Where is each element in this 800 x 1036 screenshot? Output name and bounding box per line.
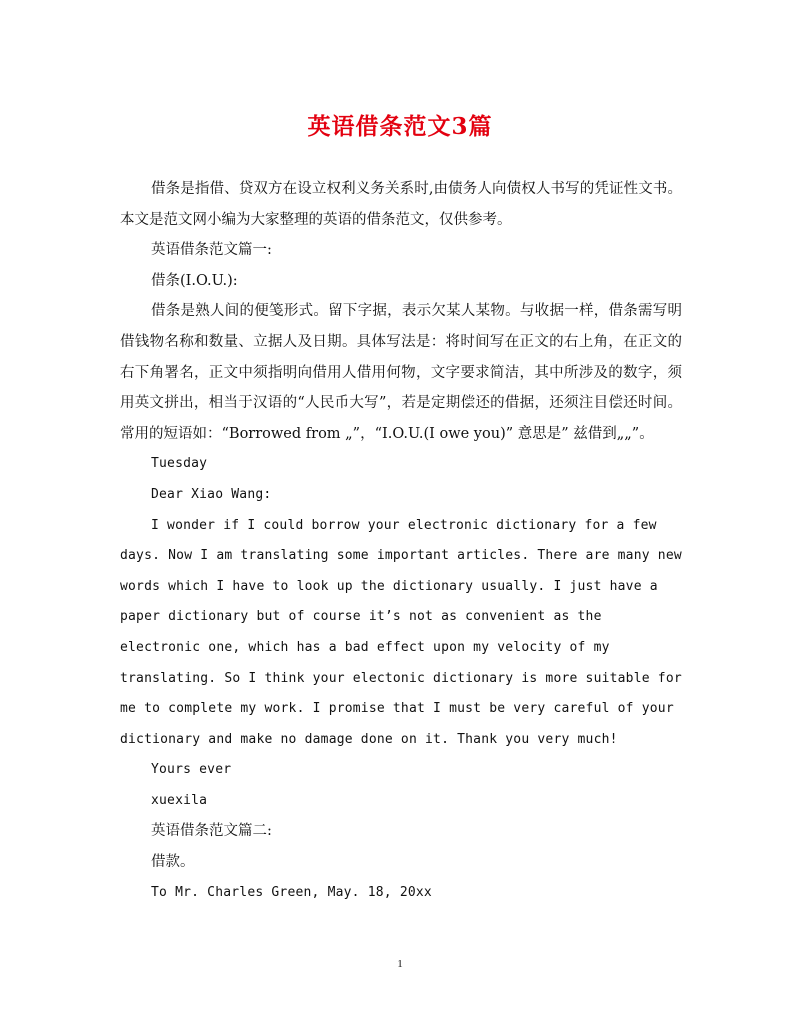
iou-heading: 借条(I.O.U.):: [151, 272, 238, 289]
letter-body: I wonder if I could borrow your electronic dictionary for a few days. Now I am translating some important articles. There are many new words which I have to look up the dictionary usually. I just have a paper dictionary but of course it’s not as convenient as the electronic one, which has a bad effect upon my velocity of my translating. So I think your electonic dictionary is more suitable for me to complete my work. I promise that I must be very careful of your dictionary and make no damage done on it. Thank you very much!: [120, 517, 682, 747]
document-body: [120, 174, 682, 908]
page-number: 1: [397, 958, 403, 970]
section-heading-2: 英语借条范文篇二:: [151, 823, 272, 840]
section-heading-1: 英语借条范文篇一:: [151, 242, 272, 259]
letter-closing: Yours ever: [151, 762, 232, 778]
document-title: 英语借条范文3篇: [307, 113, 493, 140]
letter-salutation: Dear Xiao Wang:: [151, 486, 272, 502]
iou-explanation-paragraph: 借条是熟人间的便笺形式。留下字据，表示欠某人某物。与收据一样，借条需写明借钱物名称和数量、立据人及日期。具体写法是：将时间写在正文的右上角，在正文的右下角署名，正文中须指明向借用人借用何物，文字要求简洁，其中所涉及的数字，须用英文拼出，相当于汉语的“人民币大写”，若是定期偿还的借据，还须注目偿还时间。常用的短语如：“Borrowed from „”，“I.O.U.(I owe you)” 意思是” 兹借到„„”。: [120, 303, 682, 442]
letter-date: Tuesday: [151, 456, 208, 472]
intro-paragraph: 借条是指借、贷双方在设立权利义务关系时,由债务人向债权人书写的凭证性文书。本文是范文网小编为大家整理的英语的借条范文，仅供参考。: [120, 181, 682, 228]
letter-signature: xuexila: [151, 792, 208, 808]
loan-recipient-line: To Mr. Charles Green, May. 18, 20xx: [151, 884, 432, 900]
loan-heading: 借款。: [151, 854, 195, 871]
